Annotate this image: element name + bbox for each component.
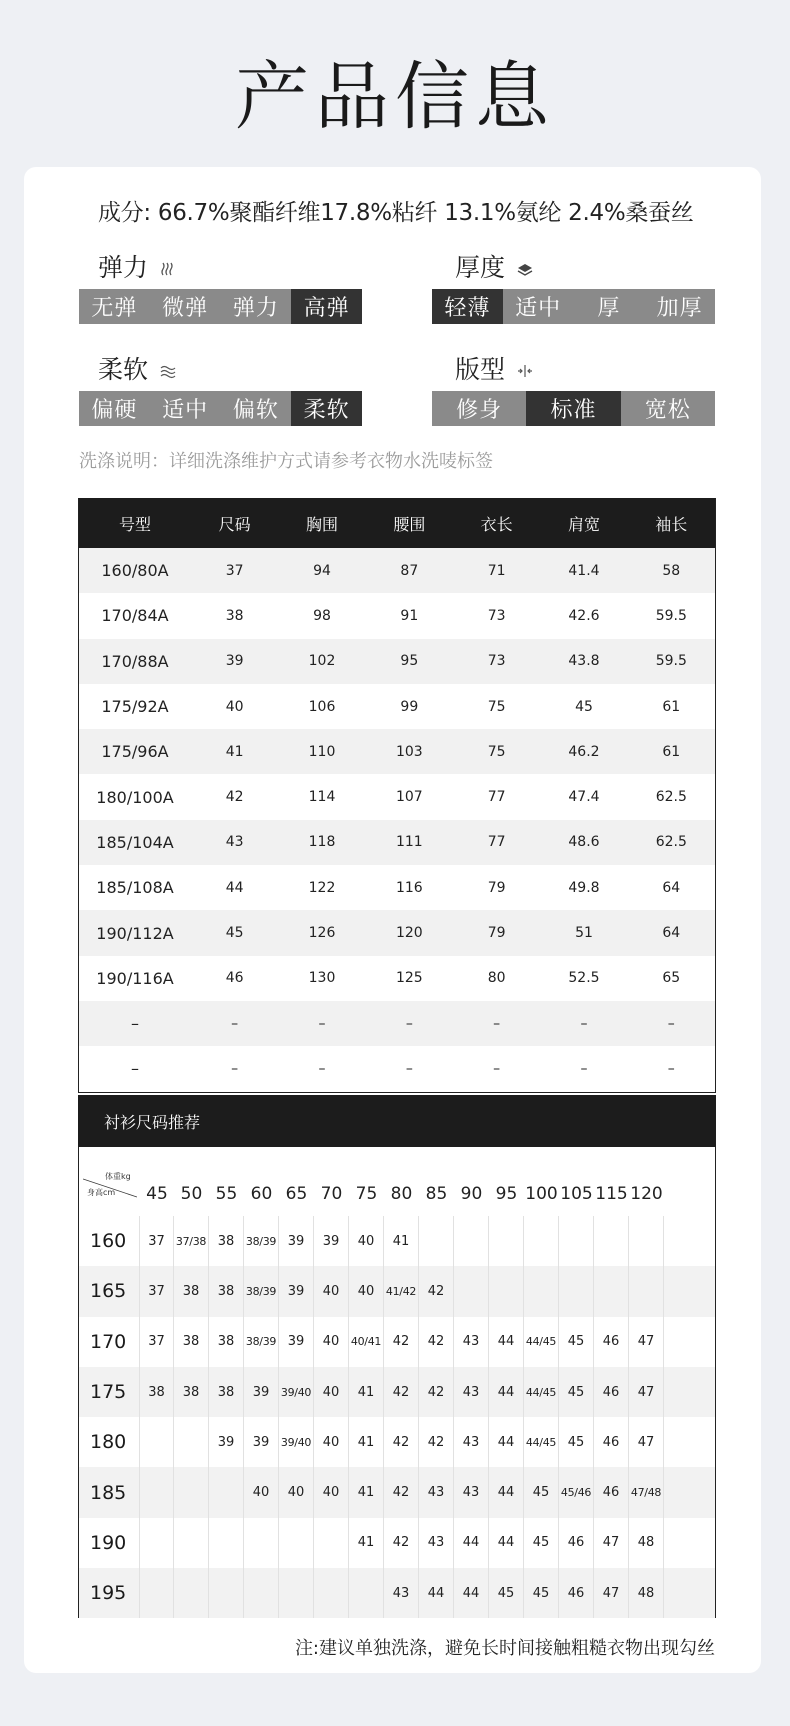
table-row — [79, 639, 715, 684]
size-cell — [174, 1568, 209, 1618]
size-cell: 38/39 — [244, 1317, 279, 1367]
size-cell — [349, 1568, 384, 1618]
height-label: 185 — [79, 1467, 140, 1517]
size-cell: 47/48 — [629, 1467, 664, 1517]
size-cell: 47 — [629, 1317, 664, 1367]
table-row — [79, 774, 715, 819]
table-cell: 41.4 — [568, 562, 600, 579]
weight-header: 65 — [285, 1184, 308, 1204]
table-cell: 41 — [225, 743, 244, 760]
table-cell: 185/108A — [96, 878, 174, 898]
table-cell: – — [667, 1015, 675, 1032]
weight-header-row — [79, 1147, 715, 1216]
table-row — [79, 548, 715, 593]
size-cell: 41 — [349, 1417, 384, 1467]
table-cell: 42 — [225, 789, 244, 806]
softness-options — [79, 391, 362, 426]
size-cell: 38 — [209, 1266, 244, 1316]
recommendation-row — [79, 1417, 715, 1467]
size-cell — [559, 1216, 594, 1266]
size-cell: 46 — [594, 1367, 629, 1417]
table-cell: – — [493, 1060, 501, 1077]
size-cell: 40 — [314, 1417, 349, 1467]
size-cell: 39 — [314, 1216, 349, 1266]
size-cell: 43 — [454, 1417, 489, 1467]
size-cell — [209, 1568, 244, 1618]
table-row — [79, 684, 715, 729]
size-cell — [279, 1568, 314, 1618]
option-2-2: 偏软 — [232, 398, 279, 423]
table-cell: 130 — [308, 970, 336, 987]
table-cell: 64 — [662, 879, 681, 896]
fit-icon — [517, 363, 533, 379]
size-cell: 37 — [140, 1266, 174, 1316]
thickness-options — [432, 289, 715, 324]
recommendation-row — [79, 1367, 715, 1417]
elastic-options — [79, 289, 362, 324]
size-cell — [279, 1518, 314, 1568]
size-cell — [244, 1518, 279, 1568]
size-cell — [629, 1266, 664, 1316]
size-cell: 48 — [629, 1518, 664, 1568]
recommendation-row — [79, 1216, 715, 1266]
table-row — [79, 1001, 715, 1046]
height-label: 175 — [79, 1367, 140, 1417]
table-cell: 77 — [487, 834, 506, 851]
table-cell: – — [318, 1015, 326, 1032]
size-cell: 43 — [419, 1467, 454, 1517]
size-cell: 38 — [209, 1367, 244, 1417]
size-cell: 40 — [314, 1266, 349, 1316]
table-cell: – — [231, 1015, 239, 1032]
size-cell: 38 — [209, 1317, 244, 1367]
size-recommendation-grid — [78, 1147, 716, 1618]
size-table-header — [79, 498, 715, 548]
size-cell: 42 — [384, 1518, 419, 1568]
weight-header: 45 — [146, 1184, 168, 1204]
size-cell — [140, 1568, 174, 1618]
size-cell — [524, 1216, 559, 1266]
weight-header: 55 — [215, 1184, 238, 1204]
size-cell: 42 — [419, 1367, 454, 1417]
table-row — [79, 593, 715, 638]
size-cell: 47 — [594, 1568, 629, 1618]
layers-icon — [517, 261, 533, 277]
recommendation-row — [79, 1568, 715, 1618]
size-cell: 41 — [349, 1518, 384, 1568]
weight-header: 80 — [390, 1184, 413, 1204]
size-cell: 43 — [454, 1367, 489, 1417]
table-cell: 71 — [487, 562, 506, 579]
size-cell: 39 — [209, 1417, 244, 1467]
size-cell: 44 — [454, 1568, 489, 1618]
table-cell: – — [405, 1060, 413, 1077]
size-cell: 43 — [454, 1467, 489, 1517]
option-3-0: 修身 — [456, 398, 503, 423]
table-cell: – — [131, 1014, 139, 1034]
size-cell: 41 — [349, 1467, 384, 1517]
header-cell: 胸围 — [305, 514, 338, 534]
table-cell: – — [318, 1060, 326, 1077]
table-cell: 49.8 — [568, 879, 600, 896]
table-cell: 75 — [487, 743, 506, 760]
weight-header: 115 — [595, 1184, 628, 1204]
size-cell: 44 — [489, 1317, 524, 1367]
height-label: 180 — [79, 1417, 140, 1467]
table-cell: – — [405, 1015, 413, 1032]
table-cell: 39 — [225, 653, 244, 670]
table-cell: 51 — [575, 925, 593, 942]
size-cell: 40 — [314, 1317, 349, 1367]
elastic-label: 弹力 — [98, 248, 176, 284]
size-cell — [559, 1266, 594, 1316]
size-cell: 38/39 — [244, 1216, 279, 1266]
option-3-2: 宽松 — [644, 398, 691, 423]
size-cell — [524, 1266, 559, 1316]
table-cell: – — [231, 1060, 239, 1077]
table-row — [79, 1046, 715, 1091]
recommendation-row — [79, 1518, 715, 1568]
table-cell: 125 — [395, 970, 423, 987]
size-cell: 44/45 — [524, 1417, 559, 1467]
thickness-label: 厚度 — [455, 248, 533, 284]
table-cell: 44 — [225, 879, 244, 896]
table-cell: 38 — [225, 607, 244, 624]
size-cell: 46 — [559, 1568, 594, 1618]
table-cell: 46.2 — [568, 743, 600, 760]
size-cell — [314, 1518, 349, 1568]
weight-header: 120 — [630, 1184, 663, 1204]
option-1-3: 加厚 — [656, 296, 703, 321]
size-cell: 40 — [314, 1367, 349, 1417]
table-cell: 73 — [487, 653, 506, 670]
header-cell: 肩宽 — [567, 514, 600, 534]
table-cell: 103 — [395, 743, 423, 760]
table-cell: – — [493, 1015, 501, 1032]
option-0-0: 无弹 — [91, 296, 138, 321]
footer-note: 注:建议单独洗涤，避免长时间接触粗糙衣物出现勾丝 — [294, 1638, 715, 1659]
size-cell — [209, 1467, 244, 1517]
size-cell — [174, 1518, 209, 1568]
size-cell: 42 — [384, 1367, 419, 1417]
size-cell: 42 — [384, 1467, 419, 1517]
table-cell: 118 — [308, 834, 336, 851]
weight-header: 70 — [320, 1184, 343, 1204]
size-cell: 45 — [524, 1518, 559, 1568]
header-cell: 袖长 — [655, 514, 688, 534]
table-cell: 43.8 — [568, 653, 600, 670]
table-cell: 42.6 — [568, 607, 600, 624]
size-cell: 45 — [489, 1568, 524, 1618]
table-cell: 111 — [395, 834, 423, 851]
table-cell: 190/116A — [96, 968, 174, 988]
size-cell: 40/41 — [349, 1317, 384, 1367]
table-cell: 59.5 — [655, 653, 687, 670]
size-cell: 47 — [629, 1367, 664, 1417]
size-cell: 40 — [349, 1266, 384, 1316]
table-cell: 52.5 — [568, 970, 600, 987]
option-0-3: 高弹 — [291, 289, 362, 324]
size-cell: 39 — [279, 1317, 314, 1367]
table-cell: 91 — [400, 607, 419, 624]
size-cell: 41/42 — [384, 1266, 419, 1316]
table-cell: 170/88A — [101, 651, 169, 671]
table-cell: 99 — [400, 698, 419, 715]
table-cell: – — [580, 1015, 588, 1032]
size-cell: 44 — [489, 1467, 524, 1517]
table-cell: 170/84A — [101, 606, 169, 626]
size-cell — [140, 1417, 174, 1467]
size-cell: 47 — [594, 1518, 629, 1568]
size-cell: 41 — [349, 1367, 384, 1417]
table-cell: 126 — [308, 925, 336, 942]
table-cell: 73 — [487, 607, 506, 624]
size-cell — [594, 1266, 629, 1316]
size-cell — [174, 1417, 209, 1467]
size-cell — [244, 1568, 279, 1618]
corner-cell — [79, 1147, 140, 1204]
recommendation-row — [79, 1467, 715, 1517]
table-cell: 114 — [308, 789, 336, 806]
size-cell — [454, 1266, 489, 1316]
size-cell: 39 — [244, 1367, 279, 1417]
size-cell: 44/45 — [524, 1367, 559, 1417]
table-cell: 175/92A — [101, 697, 169, 717]
table-cell: – — [131, 1059, 139, 1079]
size-cell: 45 — [559, 1317, 594, 1367]
size-cell: 40 — [349, 1216, 384, 1266]
table-cell: 94 — [313, 562, 331, 579]
size-cell: 42 — [419, 1417, 454, 1467]
size-cell: 39 — [279, 1266, 314, 1316]
header-cell: 衣长 — [480, 514, 513, 534]
table-cell: 110 — [308, 743, 336, 760]
weight-header: 90 — [460, 1184, 483, 1204]
page-title: 产品信息 — [235, 54, 555, 140]
size-cell — [489, 1216, 524, 1266]
size-cell: 38/39 — [244, 1266, 279, 1316]
fit-label: 版型 — [455, 350, 533, 386]
size-cell: 45 — [559, 1417, 594, 1467]
table-cell: 40 — [225, 698, 244, 715]
size-cell: 39 — [244, 1417, 279, 1467]
weight-header: 100 — [525, 1184, 558, 1204]
corner-height-label: 身高cm — [87, 1188, 116, 1197]
table-row — [79, 865, 715, 910]
height-label: 195 — [79, 1568, 140, 1618]
recommendation-title: 衬衫尺码推荐 — [78, 1095, 716, 1147]
size-cell: 43 — [384, 1568, 419, 1618]
wash-instructions: 洗涤说明：详细洗涤维护方式请参考衣物水洗唛标签 — [79, 451, 493, 472]
size-cell: 38 — [174, 1266, 209, 1316]
elastic-icon — [160, 261, 176, 277]
table-row — [79, 820, 715, 865]
recommendation-row — [79, 1317, 715, 1367]
table-cell: 47.4 — [568, 789, 600, 806]
size-cell — [454, 1216, 489, 1266]
header-cell: 尺码 — [218, 514, 251, 534]
table-cell: 106 — [308, 698, 336, 715]
table-cell: 190/112A — [96, 923, 174, 943]
table-cell: 58 — [662, 562, 681, 579]
size-cell — [174, 1467, 209, 1517]
header-cell: 腰围 — [393, 514, 426, 534]
option-3-1: 标准 — [526, 391, 620, 426]
size-cell: 40 — [244, 1467, 279, 1517]
table-cell: 61 — [662, 743, 681, 760]
size-cell: 42 — [419, 1317, 454, 1367]
size-table-body — [79, 548, 715, 1092]
table-cell: – — [667, 1060, 675, 1077]
size-cell: 42 — [419, 1266, 454, 1316]
table-cell: 175/96A — [101, 742, 169, 762]
header-cell: 号型 — [118, 514, 151, 534]
soft-wave-icon — [160, 363, 176, 379]
table-cell: 80 — [487, 970, 506, 987]
table-cell: 79 — [487, 879, 506, 896]
size-cell: 38 — [174, 1317, 209, 1367]
size-cell: 39/40 — [279, 1367, 314, 1417]
table-cell: 87 — [400, 562, 419, 579]
table-cell: 61 — [662, 698, 681, 715]
table-cell: 98 — [313, 607, 331, 624]
size-cell: 47 — [629, 1417, 664, 1467]
table-cell: 120 — [395, 925, 423, 942]
table-cell: 102 — [308, 653, 336, 670]
size-cell — [209, 1518, 244, 1568]
recommendation-row — [79, 1266, 715, 1316]
option-2-1: 适中 — [162, 398, 209, 423]
size-cell: 44 — [419, 1568, 454, 1618]
size-table — [78, 498, 716, 1093]
table-cell: 122 — [308, 879, 336, 896]
size-cell: 44 — [454, 1518, 489, 1568]
option-1-2: 厚 — [597, 296, 621, 321]
size-cell: 43 — [419, 1518, 454, 1568]
table-cell: 180/100A — [96, 787, 174, 807]
weight-header: 105 — [560, 1184, 593, 1204]
table-cell: 48.6 — [568, 834, 600, 851]
composition-text: 成分: 66.7%聚酯纤维17.8%粘纤 13.1%氨纶 2.4%桑蚕丝 — [98, 200, 694, 226]
table-cell: 45 — [225, 925, 244, 942]
option-0-2: 弹力 — [232, 296, 279, 321]
height-label: 170 — [79, 1317, 140, 1367]
table-cell: – — [580, 1060, 588, 1077]
option-2-3: 柔软 — [291, 391, 362, 426]
weight-header: 85 — [425, 1184, 448, 1204]
table-cell: 59.5 — [655, 607, 687, 624]
table-cell: 45 — [575, 698, 593, 715]
table-cell: 77 — [487, 789, 506, 806]
table-cell: 75 — [487, 698, 506, 715]
table-cell: 107 — [395, 789, 423, 806]
size-cell: 42 — [384, 1417, 419, 1467]
size-cell: 44 — [489, 1518, 524, 1568]
size-cell: 40 — [279, 1467, 314, 1517]
fit-options — [432, 391, 715, 426]
size-cell: 38 — [174, 1367, 209, 1417]
option-1-1: 适中 — [515, 296, 562, 321]
option-2-0: 偏硬 — [91, 398, 138, 423]
weight-header: 50 — [180, 1184, 203, 1204]
size-cell: 39 — [279, 1216, 314, 1266]
size-cell — [314, 1568, 349, 1618]
size-cell — [140, 1518, 174, 1568]
size-cell — [594, 1216, 629, 1266]
size-cell: 45 — [524, 1467, 559, 1517]
softness-label: 柔软 — [98, 350, 176, 386]
table-cell: 65 — [662, 970, 681, 987]
height-label: 165 — [79, 1266, 140, 1316]
size-cell: 46 — [594, 1417, 629, 1467]
size-cell: 45 — [524, 1568, 559, 1618]
size-cell: 44/45 — [524, 1317, 559, 1367]
size-cell: 37 — [140, 1216, 174, 1266]
table-cell: 62.5 — [655, 789, 687, 806]
option-0-1: 微弹 — [162, 296, 209, 321]
size-cell: 41 — [384, 1216, 419, 1266]
size-cell: 45/46 — [559, 1467, 594, 1517]
size-cell — [140, 1467, 174, 1517]
size-cell: 46 — [594, 1467, 629, 1517]
table-cell: 160/80A — [101, 561, 169, 581]
table-cell: 79 — [487, 925, 506, 942]
table-row — [79, 910, 715, 955]
size-cell: 37 — [140, 1317, 174, 1367]
corner-weight-label: 体重kg — [105, 1172, 131, 1181]
size-cell: 37/38 — [174, 1216, 209, 1266]
recommendation-body — [79, 1216, 715, 1618]
size-cell: 38 — [140, 1367, 174, 1417]
weight-header: 75 — [355, 1184, 378, 1204]
table-row — [79, 956, 715, 1001]
height-label: 190 — [79, 1518, 140, 1568]
size-cell: 44 — [489, 1417, 524, 1467]
size-cell: 43 — [454, 1317, 489, 1367]
size-cell: 46 — [594, 1317, 629, 1367]
table-cell: 185/104A — [96, 832, 174, 852]
table-cell: 116 — [395, 879, 423, 896]
size-cell — [419, 1216, 454, 1266]
weight-header: 95 — [495, 1184, 518, 1204]
table-row — [79, 729, 715, 774]
height-label: 160 — [79, 1216, 140, 1266]
table-cell: 37 — [225, 562, 244, 579]
option-1-0: 轻薄 — [432, 289, 503, 324]
size-cell: 48 — [629, 1568, 664, 1618]
size-cell: 45 — [559, 1367, 594, 1417]
size-cell: 42 — [384, 1317, 419, 1367]
size-cell: 38 — [209, 1216, 244, 1266]
table-cell: 64 — [662, 925, 681, 942]
size-cell: 39/40 — [279, 1417, 314, 1467]
table-cell: 46 — [225, 970, 244, 987]
table-cell: 43 — [225, 834, 244, 851]
size-cell — [489, 1266, 524, 1316]
size-cell: 44 — [489, 1367, 524, 1417]
table-cell: 62.5 — [655, 834, 687, 851]
size-cell — [629, 1216, 664, 1266]
weight-header: 60 — [250, 1184, 273, 1204]
size-cell: 46 — [559, 1518, 594, 1568]
table-cell: 95 — [400, 653, 419, 670]
size-cell: 40 — [314, 1467, 349, 1517]
